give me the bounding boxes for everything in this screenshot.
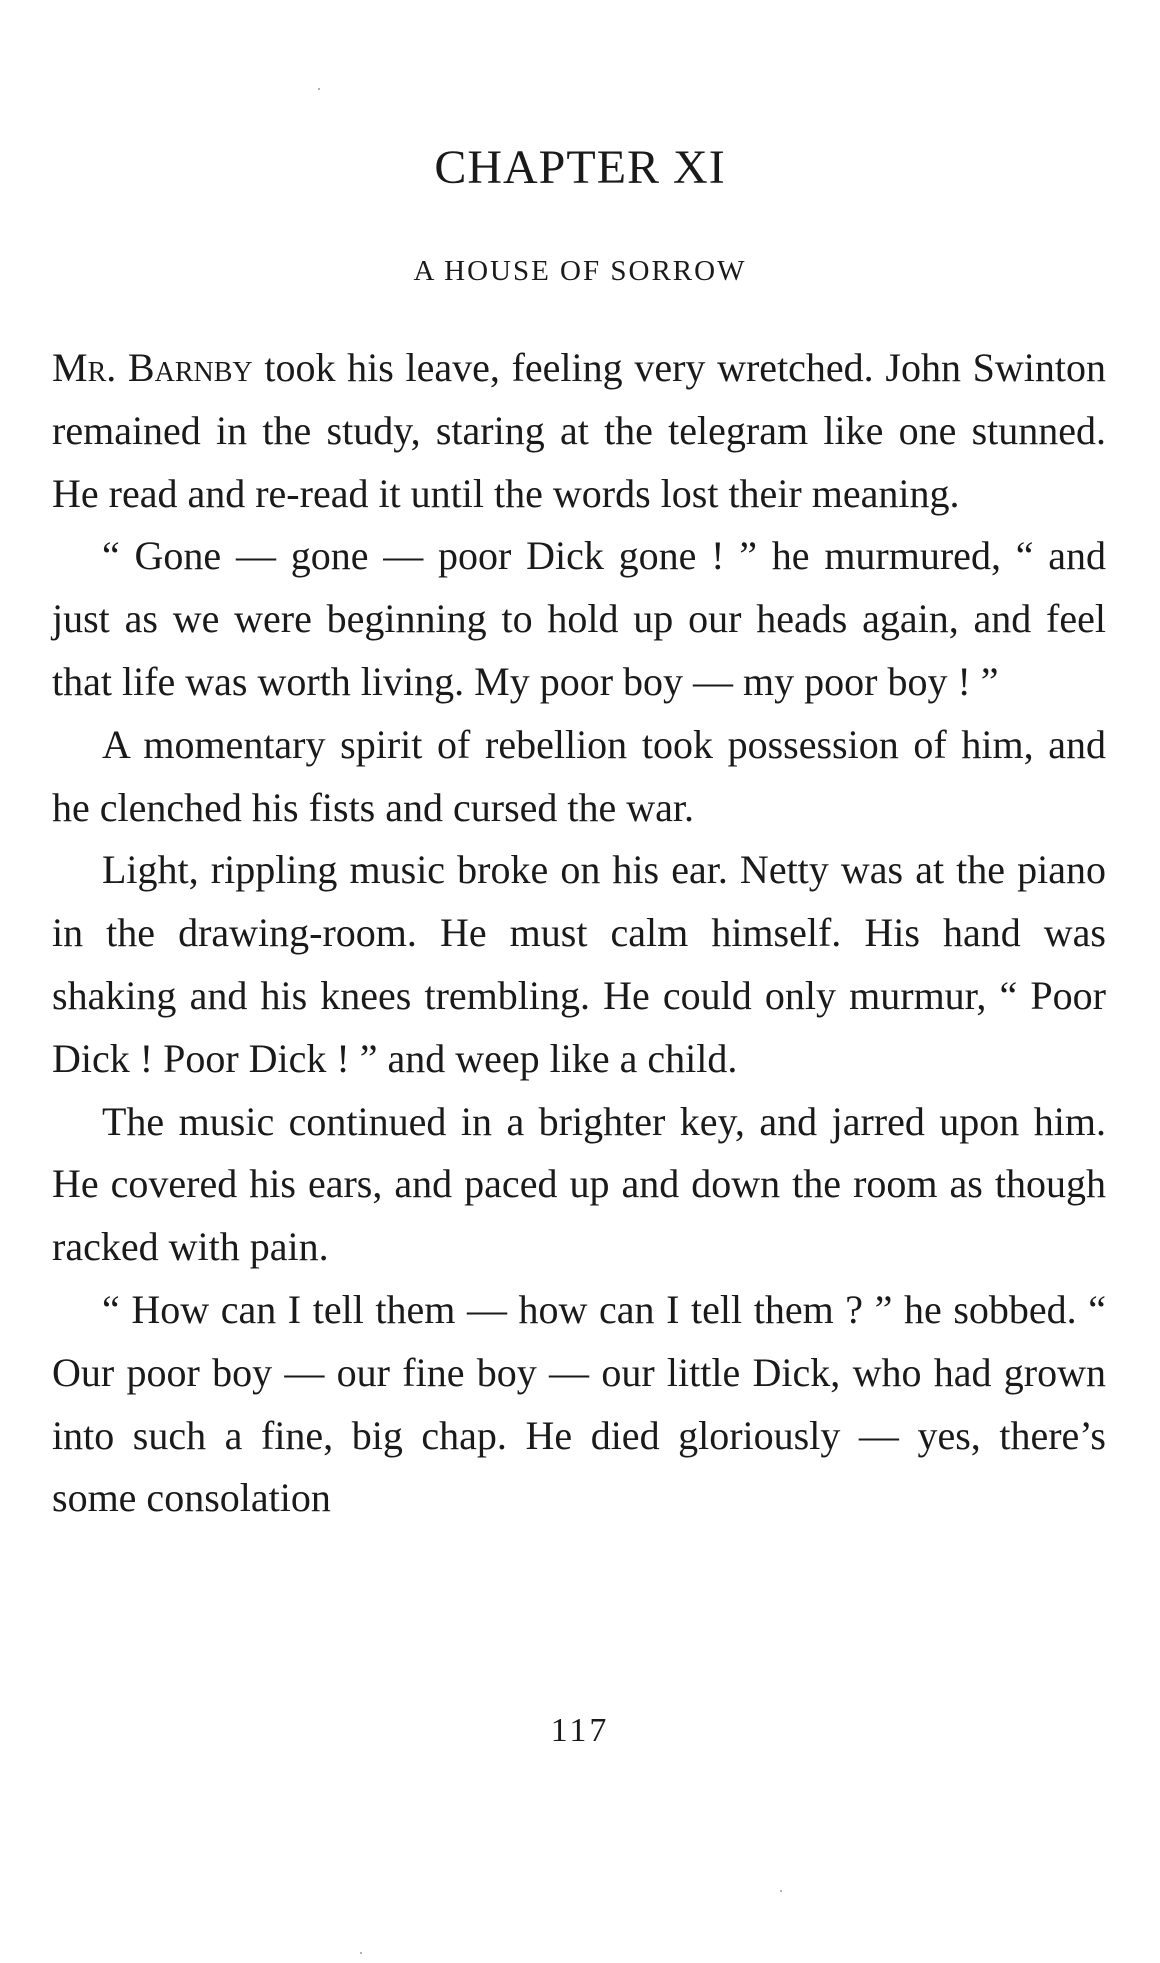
- paragraph-1: [52, 337, 1106, 525]
- paragraph-6: “ How can I tell them — how can I tell them ? ” he sobbed. “ Our poor boy — our fine boy — our little Dick, who had grown into such a fine, big chap. He died gloriously — yes, there’s some consolation: [52, 1286, 1106, 1521]
- chapter-body: [52, 337, 1106, 1530]
- chapter-subtitle: A HOUSE OF SORROW: [413, 255, 747, 287]
- page-number: 117: [550, 1712, 610, 1749]
- paper-speck: [780, 1890, 782, 1892]
- paragraph-1-text: took his leave, feeling very wretched. John Swinton remained in the study, staring at the telegram like one stunned. He read and re-read it until the words lost their meaning.: [52, 345, 1107, 516]
- paragraph-4: Light, rippling music broke on his ear. Netty was at the piano in the drawing-room. He must calm himself. His hand was shaking and his knees trembling. He could only murmur, “ Poor Dick ! Poor Dick ! ” and weep like a child.: [52, 847, 1106, 1081]
- paragraph-3: A momentary spirit of rebellion took possession of him, and he clenched his fists and cursed the war.: [52, 721, 1106, 830]
- paragraph-2: “ Gone — gone — poor Dick gone ! ” he murmured, “ and just as we were beginning to hold up our heads again, and feel that life was worth living. My poor boy — my poor boy ! ”: [52, 533, 1106, 704]
- chapter-title: CHAPTER XI: [434, 141, 726, 194]
- paragraph-5: The music continued in a brighter key, and jarred upon him. He covered his ears, and paced up and down the room as though racked with pain.: [52, 1098, 1106, 1270]
- paper-speck: [360, 1952, 362, 1954]
- opening-words: Mr. Barnby: [52, 345, 253, 390]
- paper-speck: [318, 88, 320, 90]
